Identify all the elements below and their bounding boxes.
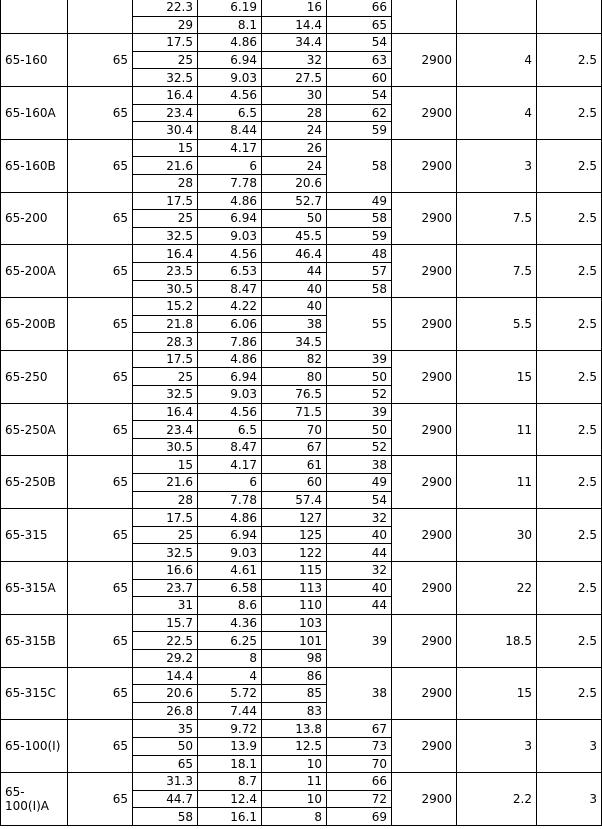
flow-ls-cell: 6.94 [198, 51, 262, 69]
table-row [1, 667, 602, 685]
flow-ls-cell: 5.72 [198, 685, 262, 703]
power-cell: 11 [457, 403, 537, 456]
head-cell: 13.8 [262, 720, 327, 738]
speed-cell: 2900 [392, 350, 457, 403]
flow-m3h-cell: 23.5 [133, 262, 198, 280]
table-row [1, 509, 602, 527]
speed-cell-empty [392, 0, 457, 34]
flow-ls-cell: 4.86 [198, 350, 262, 368]
flow-m3h-cell: 29 [133, 16, 198, 34]
speed-cell: 2900 [392, 192, 457, 245]
model-cell: 65-250B [1, 456, 68, 509]
flow-m3h-cell: 20.6 [133, 685, 198, 703]
efficiency-cell: 44 [327, 544, 392, 562]
flow-ls-cell: 6 [198, 157, 262, 175]
head-cell: 60 [262, 474, 327, 492]
head-cell: 80 [262, 368, 327, 386]
efficiency-cell: 66 [327, 773, 392, 791]
flow-m3h-cell: 58 [133, 808, 198, 826]
table-row [1, 192, 602, 210]
head-cell: 32 [262, 51, 327, 69]
flow-ls-cell: 4.61 [198, 562, 262, 580]
efficiency-cell: 54 [327, 491, 392, 509]
power-cell: 4 [457, 86, 537, 139]
flow-ls-cell: 7.86 [198, 333, 262, 351]
inlet-diameter-cell: 65 [68, 34, 133, 87]
efficiency-cell: 65 [327, 16, 392, 34]
efficiency-cell: 54 [327, 86, 392, 104]
flow-ls-cell: 8.1 [198, 16, 262, 34]
speed-cell: 2900 [392, 667, 457, 720]
inlet-diameter-cell: 65 [68, 139, 133, 192]
npsh-cell: 2.5 [537, 34, 602, 87]
flow-ls-cell: 8.6 [198, 597, 262, 615]
head-cell: 71.5 [262, 403, 327, 421]
head-cell: 10 [262, 790, 327, 808]
efficiency-cell: 58 [327, 210, 392, 228]
flow-m3h-cell: 17.5 [133, 350, 198, 368]
table-row [1, 0, 602, 16]
flow-m3h-cell: 25 [133, 526, 198, 544]
inlet-diameter-cell: 65 [68, 720, 133, 773]
flow-m3h-cell: 50 [133, 737, 198, 755]
head-cell: 103 [262, 614, 327, 632]
power-cell-empty [457, 0, 537, 34]
flow-ls-cell: 6.94 [198, 368, 262, 386]
model-cell: 65-160B [1, 139, 68, 192]
flow-ls-cell: 6.5 [198, 104, 262, 122]
head-cell: 12.5 [262, 737, 327, 755]
efficiency-cell: 39 [327, 350, 392, 368]
flow-ls-cell: 4.22 [198, 298, 262, 316]
efficiency-cell: 69 [327, 808, 392, 826]
inlet-diameter-cell: 65 [68, 350, 133, 403]
efficiency-cell: 38 [327, 667, 392, 720]
model-cell: 65-315B [1, 614, 68, 667]
speed-cell: 2900 [392, 456, 457, 509]
head-cell: 40 [262, 298, 327, 316]
flow-ls-cell: 8 [198, 649, 262, 667]
model-cell-empty [1, 0, 68, 34]
flow-ls-cell: 7.44 [198, 702, 262, 720]
table-row [1, 245, 602, 263]
table-row [1, 139, 602, 157]
npsh-cell: 2.5 [537, 139, 602, 192]
head-cell: 115 [262, 562, 327, 580]
flow-m3h-cell: 15 [133, 456, 198, 474]
efficiency-cell: 62 [327, 104, 392, 122]
head-cell: 10 [262, 755, 327, 773]
head-cell: 16 [262, 0, 327, 16]
head-cell: 113 [262, 579, 327, 597]
flow-m3h-cell: 25 [133, 51, 198, 69]
flow-ls-cell: 4.56 [198, 86, 262, 104]
power-cell: 15 [457, 667, 537, 720]
npsh-cell: 2.5 [537, 562, 602, 615]
head-cell: 67 [262, 438, 327, 456]
head-cell: 85 [262, 685, 327, 703]
head-cell: 86 [262, 667, 327, 685]
efficiency-cell: 55 [327, 298, 392, 351]
flow-ls-cell: 4.86 [198, 509, 262, 527]
head-cell: 110 [262, 597, 327, 615]
power-cell: 11 [457, 456, 537, 509]
head-cell: 34.5 [262, 333, 327, 351]
head-cell: 38 [262, 315, 327, 333]
flow-ls-cell: 8.47 [198, 438, 262, 456]
flow-ls-cell: 6.53 [198, 262, 262, 280]
head-cell: 24 [262, 122, 327, 140]
head-cell: 57.4 [262, 491, 327, 509]
power-cell: 18.5 [457, 614, 537, 667]
flow-m3h-cell: 28 [133, 491, 198, 509]
speed-cell: 2900 [392, 562, 457, 615]
flow-m3h-cell: 21.8 [133, 315, 198, 333]
efficiency-cell: 58 [327, 280, 392, 298]
speed-cell: 2900 [392, 720, 457, 773]
flow-ls-cell: 4.17 [198, 139, 262, 157]
model-cell: 65-200 [1, 192, 68, 245]
model-cell: 65-100(I) [1, 720, 68, 773]
flow-m3h-cell: 65 [133, 755, 198, 773]
flow-m3h-cell: 16.4 [133, 403, 198, 421]
efficiency-cell: 57 [327, 262, 392, 280]
npsh-cell-empty [537, 0, 602, 34]
head-cell: 28 [262, 104, 327, 122]
table-row [1, 298, 602, 316]
flow-ls-cell: 4.86 [198, 34, 262, 52]
flow-ls-cell: 4.86 [198, 192, 262, 210]
flow-m3h-cell: 30.5 [133, 438, 198, 456]
flow-ls-cell: 6.25 [198, 632, 262, 650]
npsh-cell: 2.5 [537, 245, 602, 298]
flow-ls-cell: 9.03 [198, 386, 262, 404]
flow-ls-cell: 6.94 [198, 210, 262, 228]
flow-ls-cell: 8.47 [198, 280, 262, 298]
head-cell: 127 [262, 509, 327, 527]
inlet-diameter-cell: 65 [68, 773, 133, 826]
inlet-diameter-cell: 65 [68, 562, 133, 615]
head-cell: 27.5 [262, 69, 327, 87]
flow-m3h-cell: 17.5 [133, 192, 198, 210]
flow-ls-cell: 8.7 [198, 773, 262, 791]
flow-m3h-cell: 22.5 [133, 632, 198, 650]
model-cell: 65-315C [1, 667, 68, 720]
efficiency-cell: 70 [327, 755, 392, 773]
efficiency-cell: 66 [327, 0, 392, 16]
head-cell: 83 [262, 702, 327, 720]
speed-cell: 2900 [392, 86, 457, 139]
inlet-diameter-cell: 65 [68, 298, 133, 351]
efficiency-cell: 40 [327, 526, 392, 544]
model-cell: 65-100(I)A [1, 773, 68, 826]
efficiency-cell: 73 [327, 737, 392, 755]
head-cell: 26 [262, 139, 327, 157]
flow-m3h-cell: 15.7 [133, 614, 198, 632]
flow-m3h-cell: 30.5 [133, 280, 198, 298]
flow-ls-cell: 4.17 [198, 456, 262, 474]
flow-ls-cell: 16.1 [198, 808, 262, 826]
flow-m3h-cell: 30.4 [133, 122, 198, 140]
table-row [1, 456, 602, 474]
npsh-cell: 2.5 [537, 456, 602, 509]
inlet-diameter-cell: 65 [68, 245, 133, 298]
efficiency-cell: 48 [327, 245, 392, 263]
flow-m3h-cell: 35 [133, 720, 198, 738]
flow-ls-cell: 4.56 [198, 245, 262, 263]
table-row [1, 34, 602, 52]
head-cell: 24 [262, 157, 327, 175]
power-cell: 7.5 [457, 192, 537, 245]
npsh-cell: 2.5 [537, 86, 602, 139]
head-cell: 101 [262, 632, 327, 650]
flow-ls-cell: 6.94 [198, 526, 262, 544]
flow-m3h-cell: 16.4 [133, 86, 198, 104]
flow-ls-cell: 9.03 [198, 227, 262, 245]
flow-m3h-cell: 32.5 [133, 69, 198, 87]
flow-ls-cell: 6.58 [198, 579, 262, 597]
efficiency-cell: 67 [327, 720, 392, 738]
efficiency-cell: 40 [327, 579, 392, 597]
efficiency-cell: 49 [327, 474, 392, 492]
inlet-diameter-cell: 65 [68, 86, 133, 139]
flow-ls-cell: 6 [198, 474, 262, 492]
head-cell: 20.6 [262, 174, 327, 192]
speed-cell: 2900 [392, 614, 457, 667]
head-cell: 44 [262, 262, 327, 280]
flow-m3h-cell: 17.5 [133, 34, 198, 52]
flow-ls-cell: 6.06 [198, 315, 262, 333]
flow-ls-cell: 9.03 [198, 69, 262, 87]
efficiency-cell: 63 [327, 51, 392, 69]
efficiency-cell: 32 [327, 509, 392, 527]
table-row [1, 773, 602, 791]
inlet-diameter-cell: 65 [68, 403, 133, 456]
npsh-cell: 2.5 [537, 403, 602, 456]
npsh-cell: 2.5 [537, 298, 602, 351]
power-cell: 3 [457, 139, 537, 192]
efficiency-cell: 54 [327, 34, 392, 52]
model-cell: 65-250 [1, 350, 68, 403]
flow-ls-cell: 18.1 [198, 755, 262, 773]
model-cell: 65-315A [1, 562, 68, 615]
table-row [1, 350, 602, 368]
npsh-cell: 2.5 [537, 350, 602, 403]
head-cell: 98 [262, 649, 327, 667]
flow-m3h-cell: 25 [133, 368, 198, 386]
table-row [1, 403, 602, 421]
head-cell: 50 [262, 210, 327, 228]
model-cell: 65-250A [1, 403, 68, 456]
inlet-cell-empty [68, 0, 133, 34]
flow-ls-cell: 7.78 [198, 491, 262, 509]
efficiency-cell: 72 [327, 790, 392, 808]
head-cell: 34.4 [262, 34, 327, 52]
power-cell: 22 [457, 562, 537, 615]
speed-cell: 2900 [392, 403, 457, 456]
flow-m3h-cell: 23.4 [133, 104, 198, 122]
speed-cell: 2900 [392, 245, 457, 298]
efficiency-cell: 59 [327, 227, 392, 245]
head-cell: 46.4 [262, 245, 327, 263]
power-cell: 4 [457, 34, 537, 87]
head-cell: 52.7 [262, 192, 327, 210]
efficiency-cell: 60 [327, 69, 392, 87]
flow-m3h-cell: 32.5 [133, 544, 198, 562]
efficiency-cell: 52 [327, 438, 392, 456]
inlet-diameter-cell: 65 [68, 509, 133, 562]
table-row [1, 614, 602, 632]
npsh-cell: 2.5 [537, 667, 602, 720]
inlet-diameter-cell: 65 [68, 614, 133, 667]
efficiency-cell: 52 [327, 386, 392, 404]
speed-cell: 2900 [392, 139, 457, 192]
power-cell: 30 [457, 509, 537, 562]
head-cell: 82 [262, 350, 327, 368]
power-cell: 5.5 [457, 298, 537, 351]
flow-m3h-cell: 44.7 [133, 790, 198, 808]
efficiency-cell: 58 [327, 139, 392, 192]
flow-ls-cell: 6.5 [198, 421, 262, 439]
model-cell: 65-160 [1, 34, 68, 87]
inlet-diameter-cell: 65 [68, 667, 133, 720]
flow-ls-cell: 13.9 [198, 737, 262, 755]
head-cell: 70 [262, 421, 327, 439]
efficiency-cell: 50 [327, 421, 392, 439]
flow-ls-cell: 4.36 [198, 614, 262, 632]
flow-ls-cell: 8.44 [198, 122, 262, 140]
power-cell: 15 [457, 350, 537, 403]
flow-ls-cell: 4.56 [198, 403, 262, 421]
model-cell: 65-160A [1, 86, 68, 139]
flow-m3h-cell: 32.5 [133, 386, 198, 404]
flow-ls-cell: 9.72 [198, 720, 262, 738]
head-cell: 40 [262, 280, 327, 298]
speed-cell: 2900 [392, 34, 457, 87]
head-cell: 8 [262, 808, 327, 826]
head-cell: 61 [262, 456, 327, 474]
efficiency-cell: 39 [327, 403, 392, 421]
npsh-cell: 3 [537, 720, 602, 773]
flow-ls-cell: 6.19 [198, 0, 262, 16]
model-cell: 65-200B [1, 298, 68, 351]
flow-m3h-cell: 23.4 [133, 421, 198, 439]
flow-m3h-cell: 15 [133, 139, 198, 157]
flow-m3h-cell: 31.3 [133, 773, 198, 791]
flow-m3h-cell: 15.2 [133, 298, 198, 316]
efficiency-cell: 49 [327, 192, 392, 210]
speed-cell: 2900 [392, 509, 457, 562]
head-cell: 125 [262, 526, 327, 544]
npsh-cell: 2.5 [537, 192, 602, 245]
power-cell: 2.2 [457, 773, 537, 826]
npsh-cell: 2.5 [537, 509, 602, 562]
flow-m3h-cell: 17.5 [133, 509, 198, 527]
head-cell: 11 [262, 773, 327, 791]
flow-m3h-cell: 23.7 [133, 579, 198, 597]
head-cell: 76.5 [262, 386, 327, 404]
npsh-cell: 3 [537, 773, 602, 826]
flow-ls-cell: 7.78 [198, 174, 262, 192]
flow-ls-cell: 12.4 [198, 790, 262, 808]
power-cell: 7.5 [457, 245, 537, 298]
flow-m3h-cell: 21.6 [133, 157, 198, 175]
flow-m3h-cell: 16.6 [133, 562, 198, 580]
flow-ls-cell: 4 [198, 667, 262, 685]
inlet-diameter-cell: 65 [68, 456, 133, 509]
model-cell: 65-315 [1, 509, 68, 562]
efficiency-cell: 32 [327, 562, 392, 580]
flow-m3h-cell: 16.4 [133, 245, 198, 263]
npsh-cell: 2.5 [537, 614, 602, 667]
flow-m3h-cell: 25 [133, 210, 198, 228]
model-cell: 65-200A [1, 245, 68, 298]
head-cell: 14.4 [262, 16, 327, 34]
flow-m3h-cell: 21.6 [133, 474, 198, 492]
flow-m3h-cell: 22.3 [133, 0, 198, 16]
head-cell: 122 [262, 544, 327, 562]
efficiency-cell: 59 [327, 122, 392, 140]
table-row [1, 86, 602, 104]
efficiency-cell: 38 [327, 456, 392, 474]
efficiency-cell: 39 [327, 614, 392, 667]
power-cell: 3 [457, 720, 537, 773]
speed-cell: 2900 [392, 298, 457, 351]
flow-m3h-cell: 26.8 [133, 702, 198, 720]
flow-m3h-cell: 28.3 [133, 333, 198, 351]
flow-ls-cell: 9.03 [198, 544, 262, 562]
inlet-diameter-cell: 65 [68, 192, 133, 245]
head-cell: 45.5 [262, 227, 327, 245]
flow-m3h-cell: 14.4 [133, 667, 198, 685]
efficiency-cell: 44 [327, 597, 392, 615]
table-row [1, 562, 602, 580]
flow-m3h-cell: 32.5 [133, 227, 198, 245]
speed-cell: 2900 [392, 773, 457, 826]
head-cell: 30 [262, 86, 327, 104]
table-row [1, 720, 602, 738]
flow-m3h-cell: 29.2 [133, 649, 198, 667]
flow-m3h-cell: 28 [133, 174, 198, 192]
flow-m3h-cell: 31 [133, 597, 198, 615]
efficiency-cell: 50 [327, 368, 392, 386]
